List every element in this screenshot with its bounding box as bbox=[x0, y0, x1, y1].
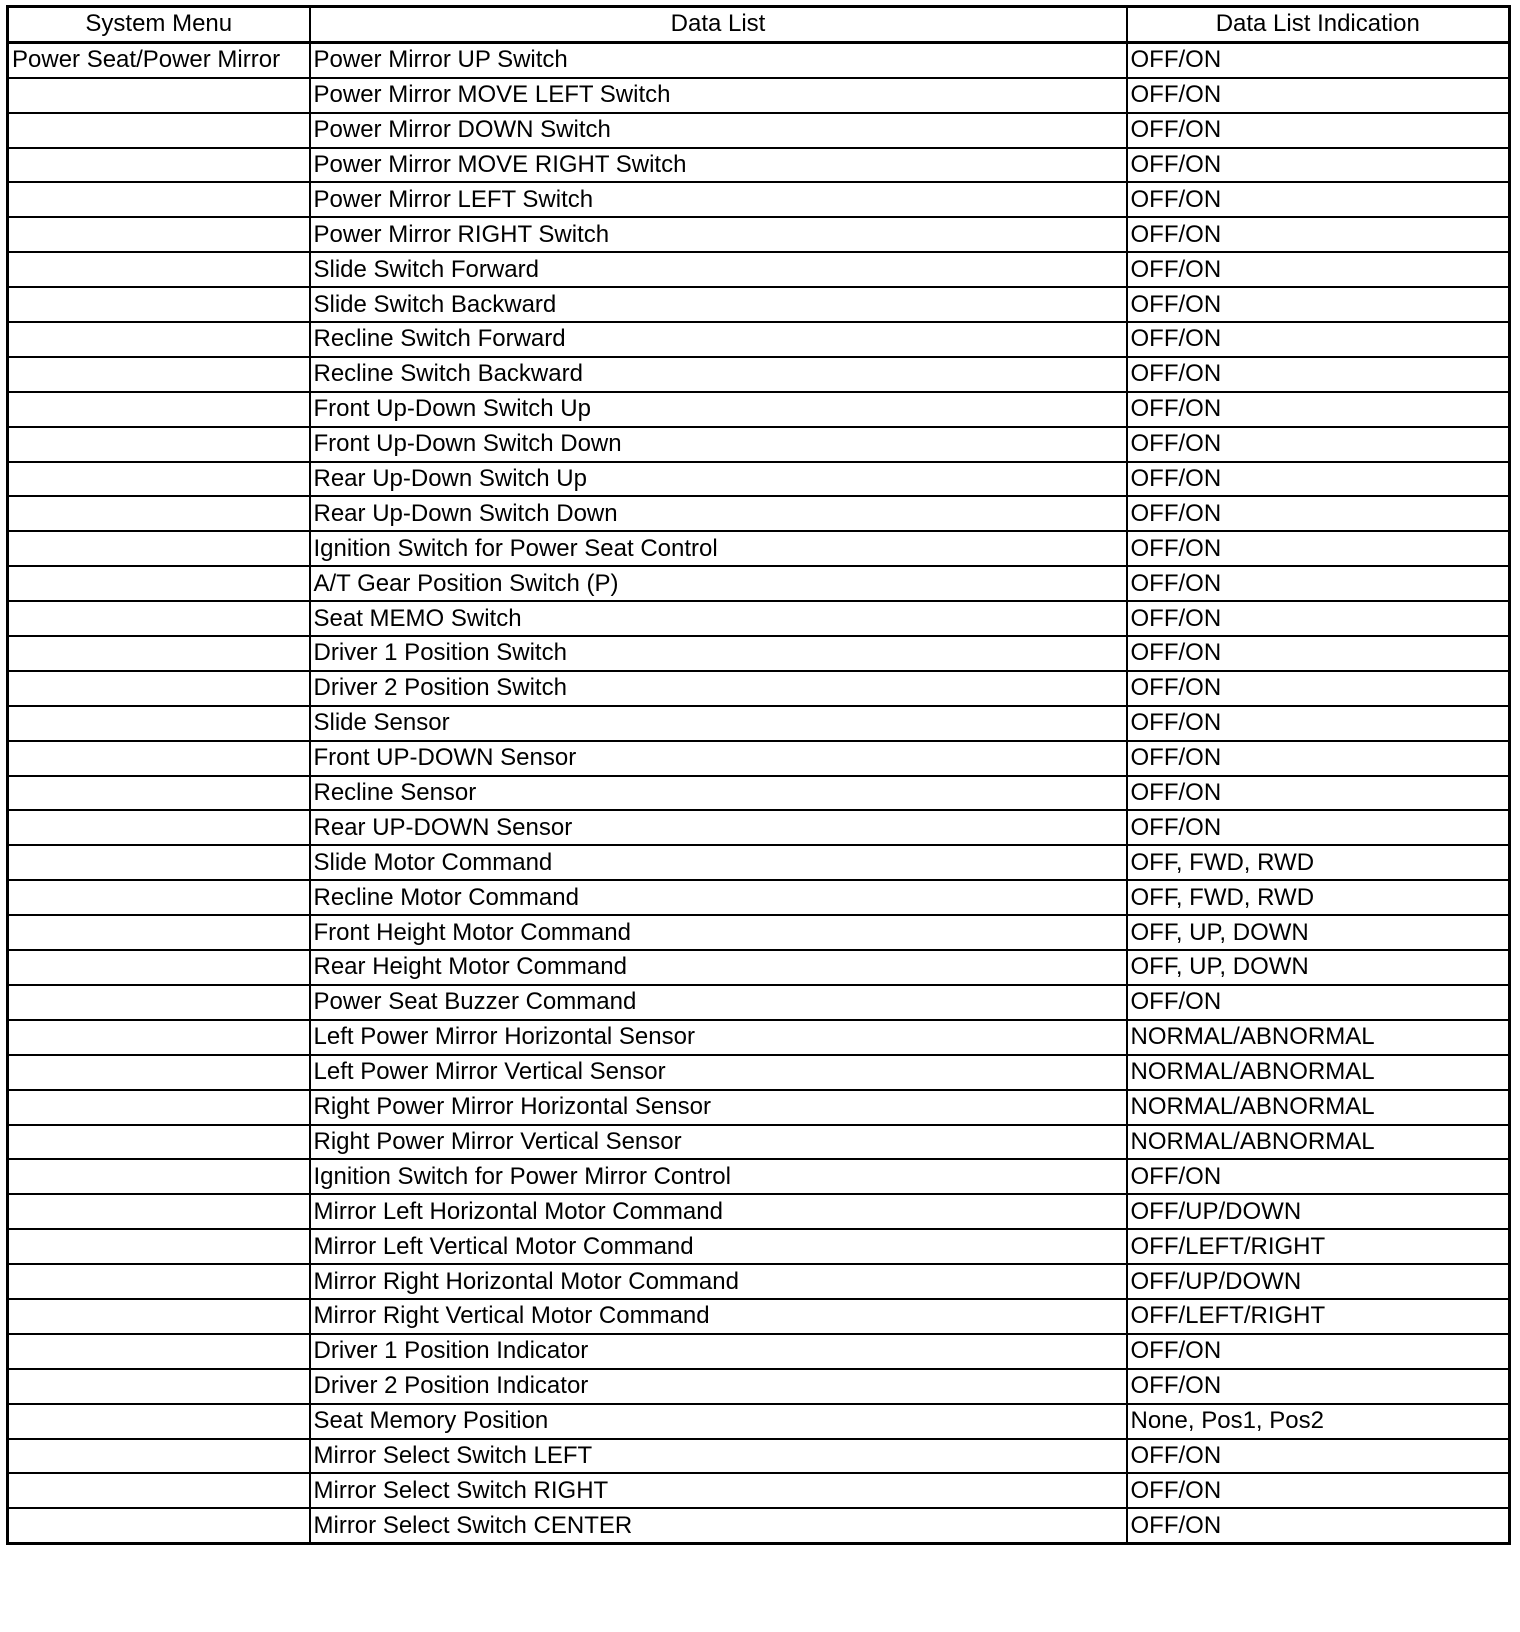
system-menu-cell bbox=[8, 1020, 310, 1055]
data-list-cell: A/T Gear Position Switch (P) bbox=[310, 566, 1127, 601]
indication-cell: OFF/ON bbox=[1127, 1473, 1510, 1508]
data-list-cell: Ignition Switch for Power Seat Control bbox=[310, 531, 1127, 566]
indication-cell: OFF/LEFT/RIGHT bbox=[1127, 1229, 1510, 1264]
data-list-cell: Power Mirror MOVE LEFT Switch bbox=[310, 78, 1127, 113]
system-menu-cell bbox=[8, 1334, 310, 1369]
data-list-cell: Mirror Left Horizontal Motor Command bbox=[310, 1194, 1127, 1229]
data-list-cell: Recline Switch Backward bbox=[310, 357, 1127, 392]
indication-cell: OFF/ON bbox=[1127, 1334, 1510, 1369]
indication-cell: OFF/ON bbox=[1127, 217, 1510, 252]
data-list-cell: Right Power Mirror Horizontal Sensor bbox=[310, 1090, 1127, 1125]
indication-cell: OFF/ON bbox=[1127, 531, 1510, 566]
table-row bbox=[8, 357, 1510, 392]
data-list-cell: Slide Motor Command bbox=[310, 845, 1127, 880]
indication-cell: OFF/ON bbox=[1127, 287, 1510, 322]
system-menu-cell bbox=[8, 392, 310, 427]
data-list-cell: Mirror Select Switch LEFT bbox=[310, 1439, 1127, 1474]
data-list-cell: Front Height Motor Command bbox=[310, 915, 1127, 950]
indication-cell: OFF/ON bbox=[1127, 985, 1510, 1020]
indication-cell: OFF/ON bbox=[1127, 427, 1510, 462]
system-menu-cell bbox=[8, 1473, 310, 1508]
data-list-cell: Rear Up-Down Switch Down bbox=[310, 496, 1127, 531]
table-row bbox=[8, 531, 1510, 566]
header-system-menu: System Menu bbox=[8, 7, 310, 43]
table-row bbox=[8, 566, 1510, 601]
system-menu-cell bbox=[8, 113, 310, 148]
indication-cell: NORMAL/ABNORMAL bbox=[1127, 1020, 1510, 1055]
system-menu-cell bbox=[8, 1299, 310, 1334]
indication-cell: OFF/ON bbox=[1127, 148, 1510, 183]
system-menu-cell bbox=[8, 950, 310, 985]
table-row bbox=[8, 1404, 1510, 1439]
data-list-cell: Power Mirror LEFT Switch bbox=[310, 182, 1127, 217]
table-row bbox=[8, 915, 1510, 950]
table-row bbox=[8, 601, 1510, 636]
indication-cell: OFF/ON bbox=[1127, 776, 1510, 811]
system-menu-cell bbox=[8, 636, 310, 671]
data-list-cell: Mirror Select Switch RIGHT bbox=[310, 1473, 1127, 1508]
indication-cell: NORMAL/ABNORMAL bbox=[1127, 1055, 1510, 1090]
indication-cell: OFF, FWD, RWD bbox=[1127, 880, 1510, 915]
system-menu-cell bbox=[8, 357, 310, 392]
indication-cell: OFF/ON bbox=[1127, 392, 1510, 427]
table-row bbox=[8, 496, 1510, 531]
data-list-cell: Power Mirror DOWN Switch bbox=[310, 113, 1127, 148]
system-menu-cell bbox=[8, 880, 310, 915]
indication-cell: OFF/ON bbox=[1127, 810, 1510, 845]
data-list-cell: Rear UP-DOWN Sensor bbox=[310, 810, 1127, 845]
indication-cell: None, Pos1, Pos2 bbox=[1127, 1404, 1510, 1439]
system-menu-cell: Power Seat/Power Mirror bbox=[8, 42, 310, 77]
system-menu-cell bbox=[8, 810, 310, 845]
indication-cell: OFF/ON bbox=[1127, 1508, 1510, 1543]
table-row bbox=[8, 252, 1510, 287]
table-row bbox=[8, 1473, 1510, 1508]
system-menu-cell bbox=[8, 1194, 310, 1229]
system-menu-cell bbox=[8, 427, 310, 462]
table-row bbox=[8, 1369, 1510, 1404]
indication-cell: OFF/ON bbox=[1127, 322, 1510, 357]
indication-cell: OFF/ON bbox=[1127, 671, 1510, 706]
table-row bbox=[8, 671, 1510, 706]
system-menu-cell bbox=[8, 1369, 310, 1404]
table-row bbox=[8, 1334, 1510, 1369]
indication-cell: OFF/ON bbox=[1127, 462, 1510, 497]
table-row bbox=[8, 845, 1510, 880]
indication-cell: OFF/UP/DOWN bbox=[1127, 1194, 1510, 1229]
system-menu-cell bbox=[8, 601, 310, 636]
data-list-cell: Slide Switch Backward bbox=[310, 287, 1127, 322]
table-row bbox=[8, 776, 1510, 811]
system-menu-cell bbox=[8, 741, 310, 776]
table-row bbox=[8, 462, 1510, 497]
system-menu-cell bbox=[8, 1055, 310, 1090]
data-list-cell: Right Power Mirror Vertical Sensor bbox=[310, 1125, 1127, 1160]
indication-cell: OFF/ON bbox=[1127, 566, 1510, 601]
table-row bbox=[8, 741, 1510, 776]
table-row bbox=[8, 880, 1510, 915]
system-menu-cell bbox=[8, 462, 310, 497]
table-row bbox=[8, 706, 1510, 741]
table-row bbox=[8, 427, 1510, 462]
data-list-cell: Slide Switch Forward bbox=[310, 252, 1127, 287]
indication-cell: OFF, UP, DOWN bbox=[1127, 915, 1510, 950]
table-row bbox=[8, 1264, 1510, 1299]
indication-cell: NORMAL/ABNORMAL bbox=[1127, 1125, 1510, 1160]
system-menu-cell bbox=[8, 496, 310, 531]
table-row bbox=[8, 1125, 1510, 1160]
table-row bbox=[8, 392, 1510, 427]
system-menu-cell bbox=[8, 915, 310, 950]
table-row bbox=[8, 42, 1510, 77]
data-list-cell: Power Seat Buzzer Command bbox=[310, 985, 1127, 1020]
data-list-cell: Rear Up-Down Switch Up bbox=[310, 462, 1127, 497]
table-row bbox=[8, 78, 1510, 113]
system-menu-cell bbox=[8, 217, 310, 252]
data-list-cell: Ignition Switch for Power Mirror Control bbox=[310, 1159, 1127, 1194]
header-row bbox=[8, 7, 1510, 43]
data-list-cell: Front Up-Down Switch Up bbox=[310, 392, 1127, 427]
system-menu-cell bbox=[8, 1125, 310, 1160]
indication-cell: NORMAL/ABNORMAL bbox=[1127, 1090, 1510, 1125]
data-list-cell: Power Mirror UP Switch bbox=[310, 42, 1127, 77]
data-list-cell: Power Mirror RIGHT Switch bbox=[310, 217, 1127, 252]
system-menu-cell bbox=[8, 706, 310, 741]
system-menu-cell bbox=[8, 985, 310, 1020]
indication-cell: OFF/ON bbox=[1127, 741, 1510, 776]
data-list-cell: Recline Sensor bbox=[310, 776, 1127, 811]
table-row bbox=[8, 322, 1510, 357]
indication-cell: OFF/ON bbox=[1127, 496, 1510, 531]
table-row bbox=[8, 217, 1510, 252]
table-row bbox=[8, 1055, 1510, 1090]
data-list-cell: Front UP-DOWN Sensor bbox=[310, 741, 1127, 776]
header-data-list: Data List bbox=[310, 7, 1127, 43]
indication-cell: OFF/ON bbox=[1127, 601, 1510, 636]
header-data-list-indication: Data List Indication bbox=[1127, 7, 1510, 43]
table-row bbox=[8, 1194, 1510, 1229]
table-row bbox=[8, 1090, 1510, 1125]
data-list-cell: Rear Height Motor Command bbox=[310, 950, 1127, 985]
data-list-cell: Seat MEMO Switch bbox=[310, 601, 1127, 636]
system-menu-cell bbox=[8, 287, 310, 322]
system-menu-cell bbox=[8, 845, 310, 880]
table-row bbox=[8, 1229, 1510, 1264]
data-list-cell: Driver 2 Position Switch bbox=[310, 671, 1127, 706]
data-list-cell: Left Power Mirror Horizontal Sensor bbox=[310, 1020, 1127, 1055]
indication-cell: OFF/ON bbox=[1127, 42, 1510, 77]
indication-cell: OFF/ON bbox=[1127, 636, 1510, 671]
table-row bbox=[8, 287, 1510, 322]
data-list-cell: Mirror Select Switch CENTER bbox=[310, 1508, 1127, 1543]
system-menu-cell bbox=[8, 182, 310, 217]
table-row bbox=[8, 1299, 1510, 1334]
table-row bbox=[8, 950, 1510, 985]
indication-cell: OFF/ON bbox=[1127, 1159, 1510, 1194]
indication-cell: OFF/ON bbox=[1127, 357, 1510, 392]
system-menu-cell bbox=[8, 1159, 310, 1194]
indication-cell: OFF/UP/DOWN bbox=[1127, 1264, 1510, 1299]
table-row bbox=[8, 985, 1510, 1020]
system-menu-cell bbox=[8, 322, 310, 357]
data-list-cell: Power Mirror MOVE RIGHT Switch bbox=[310, 148, 1127, 183]
system-menu-cell bbox=[8, 1508, 310, 1543]
indication-cell: OFF/ON bbox=[1127, 1439, 1510, 1474]
table-row bbox=[8, 182, 1510, 217]
system-menu-cell bbox=[8, 1404, 310, 1439]
table-row bbox=[8, 636, 1510, 671]
system-menu-cell bbox=[8, 252, 310, 287]
data-list-cell: Driver 2 Position Indicator bbox=[310, 1369, 1127, 1404]
data-list-cell: Driver 1 Position Indicator bbox=[310, 1334, 1127, 1369]
indication-cell: OFF/ON bbox=[1127, 1369, 1510, 1404]
data-list-cell: Recline Switch Forward bbox=[310, 322, 1127, 357]
system-menu-cell bbox=[8, 776, 310, 811]
data-list-cell: Seat Memory Position bbox=[310, 1404, 1127, 1439]
table-row bbox=[8, 148, 1510, 183]
table-row bbox=[8, 113, 1510, 148]
data-list-cell: Front Up-Down Switch Down bbox=[310, 427, 1127, 462]
system-menu-cell bbox=[8, 531, 310, 566]
table-body bbox=[8, 42, 1510, 1543]
system-menu-cell bbox=[8, 1264, 310, 1299]
system-menu-cell bbox=[8, 671, 310, 706]
data-list-table bbox=[6, 5, 1511, 1545]
table-row bbox=[8, 1508, 1510, 1543]
indication-cell: OFF/ON bbox=[1127, 706, 1510, 741]
indication-cell: OFF/ON bbox=[1127, 78, 1510, 113]
data-list-cell: Mirror Right Horizontal Motor Command bbox=[310, 1264, 1127, 1299]
data-list-cell: Mirror Right Vertical Motor Command bbox=[310, 1299, 1127, 1334]
system-menu-cell bbox=[8, 1439, 310, 1474]
system-menu-cell bbox=[8, 1229, 310, 1264]
indication-cell: OFF/ON bbox=[1127, 182, 1510, 217]
indication-cell: OFF/ON bbox=[1127, 252, 1510, 287]
system-menu-cell bbox=[8, 1090, 310, 1125]
data-list-cell: Recline Motor Command bbox=[310, 880, 1127, 915]
system-menu-cell bbox=[8, 148, 310, 183]
indication-cell: OFF, FWD, RWD bbox=[1127, 845, 1510, 880]
data-list-cell: Mirror Left Vertical Motor Command bbox=[310, 1229, 1127, 1264]
system-menu-cell bbox=[8, 566, 310, 601]
data-list-cell: Slide Sensor bbox=[310, 706, 1127, 741]
table-row bbox=[8, 1020, 1510, 1055]
table-row bbox=[8, 1439, 1510, 1474]
data-list-cell: Left Power Mirror Vertical Sensor bbox=[310, 1055, 1127, 1090]
indication-cell: OFF/ON bbox=[1127, 113, 1510, 148]
data-list-cell: Driver 1 Position Switch bbox=[310, 636, 1127, 671]
indication-cell: OFF/LEFT/RIGHT bbox=[1127, 1299, 1510, 1334]
table-row bbox=[8, 1159, 1510, 1194]
system-menu-cell bbox=[8, 78, 310, 113]
table-row bbox=[8, 810, 1510, 845]
indication-cell: OFF, UP, DOWN bbox=[1127, 950, 1510, 985]
